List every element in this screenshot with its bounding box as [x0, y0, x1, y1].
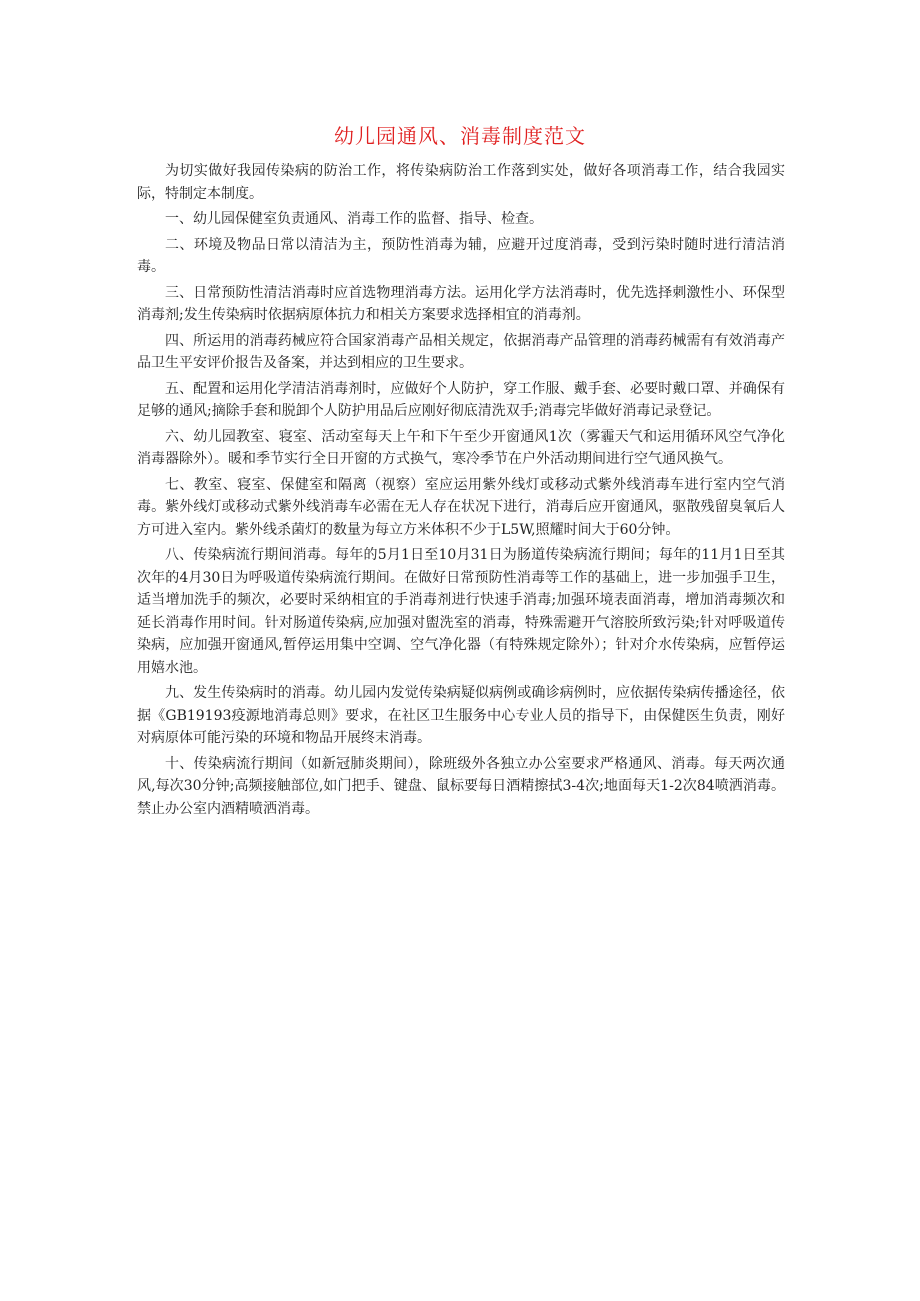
- paragraph-8: 八、传染病流行期间消毒。每年的5月1日至10月31日为肠道传染病流行期间；每年的11月1日至其次年的4月30日为呼吸道传染病流行期间。在做好日常预防性消毒等工作的基础上，进一步加强手卫生，适当增加洗手的频次，必要时采纳相宜的手消毒剂进行快速手消毒;加强环境表面消毒，增加消毒频次和延长消毒作用时间。针对肠道传染病,应加强对盥洗室的消毒，特殊需避开气溶胶所致污染;针对呼吸道传染病，应加强开窗通风,暂停运用集中空调、空气净化器（有特殊规定除外）；针对介水传染病，应暂停运用嬉水池。: [137, 547, 785, 676]
- document-body: [137, 160, 785, 823]
- paragraph-3: 三、日常预防性清洁消毒时应首选物理消毒方法。运用化学方法消毒时，优先选择刺激性小、环保型消毒剂;发生传染病时依据病原体抗力和相关方案要求选择相宜的消毒剂。: [137, 284, 785, 323]
- paragraph-1: 一、幼儿园保健室负责通风、消毒工作的监督、指导、检查。: [165, 211, 543, 227]
- paragraph-6: 六、幼儿园教室、寝室、活动室每天上午和下午至少开窗通风1次（雾霾天气和运用循环风空气净化消毒器除外）。暖和季节实行全日开窗的方式换气，寒冷季节在户外活动期间进行空气通风换气。: [137, 428, 785, 467]
- paragraph-7: 七、教室、寝室、保健室和隔离（视察）室应运用紫外线灯或移动式紫外线消毒车进行室内空气消毒。紫外线灯或移动式紫外线消毒车必需在无人存在状况下进行，消毒后应开窗通风，驱散残留臭氧后人方可进入室内。紫外线杀菌灯的数量为每立方米体积不少于L5W,照耀时间大于60分钟。: [137, 476, 785, 538]
- paragraph-9: 九、发生传染病时的消毒。幼儿园内发觉传染病疑似病例或确诊病例时，应依据传染病传播途径，依据《GB19193疫源地消毒总则》要求，在社区卫生服务中心专业人员的指导下，由保健医生负责，刚好对病原体可能污染的环境和物品开展终末消毒。: [137, 685, 785, 746]
- paragraph-10: 十、传染病流行期间（如新冠肺炎期间），除班级外各独立办公室要求严格通风、消毒。每天两次通风,每次30分钟;高频接触部位,如门把手、键盘、鼠标要每日酒精擦拭3-4次;地面每天1-2次84喷洒消毒。禁止办公室内酒精喷洒消毒。: [137, 755, 785, 817]
- paragraph-4: 四、所运用的消毒药械应符合国家消毒产品相关规定，依据消毒产品管理的消毒药械需有有效消毒产品卫生平安评价报告及备案，并达到相应的卫生要求。: [137, 332, 785, 371]
- page-title: 幼儿园通风、消毒制度范文: [334, 124, 586, 148]
- paragraph-5: 五、配置和运用化学清洁消毒剂时，应做好个人防护，穿工作服、戴手套、必要时戴口罩、并确保有足够的通风;摘除手套和脱卸个人防护用品后应刚好彻底清洗双手;消毒完毕做好消毒记录登记。: [137, 380, 785, 419]
- paragraph-intro: 为切实做好我园传染病的防治工作，将传染病防治工作落到实处，做好各项消毒工作，结合我园实际，特制定本制度。: [137, 163, 785, 202]
- paragraph-2: 二、环境及物品日常以清洁为主，预防性消毒为辅，应避开过度消毒，受到污染时随时进行清洁消毒。: [137, 236, 785, 275]
